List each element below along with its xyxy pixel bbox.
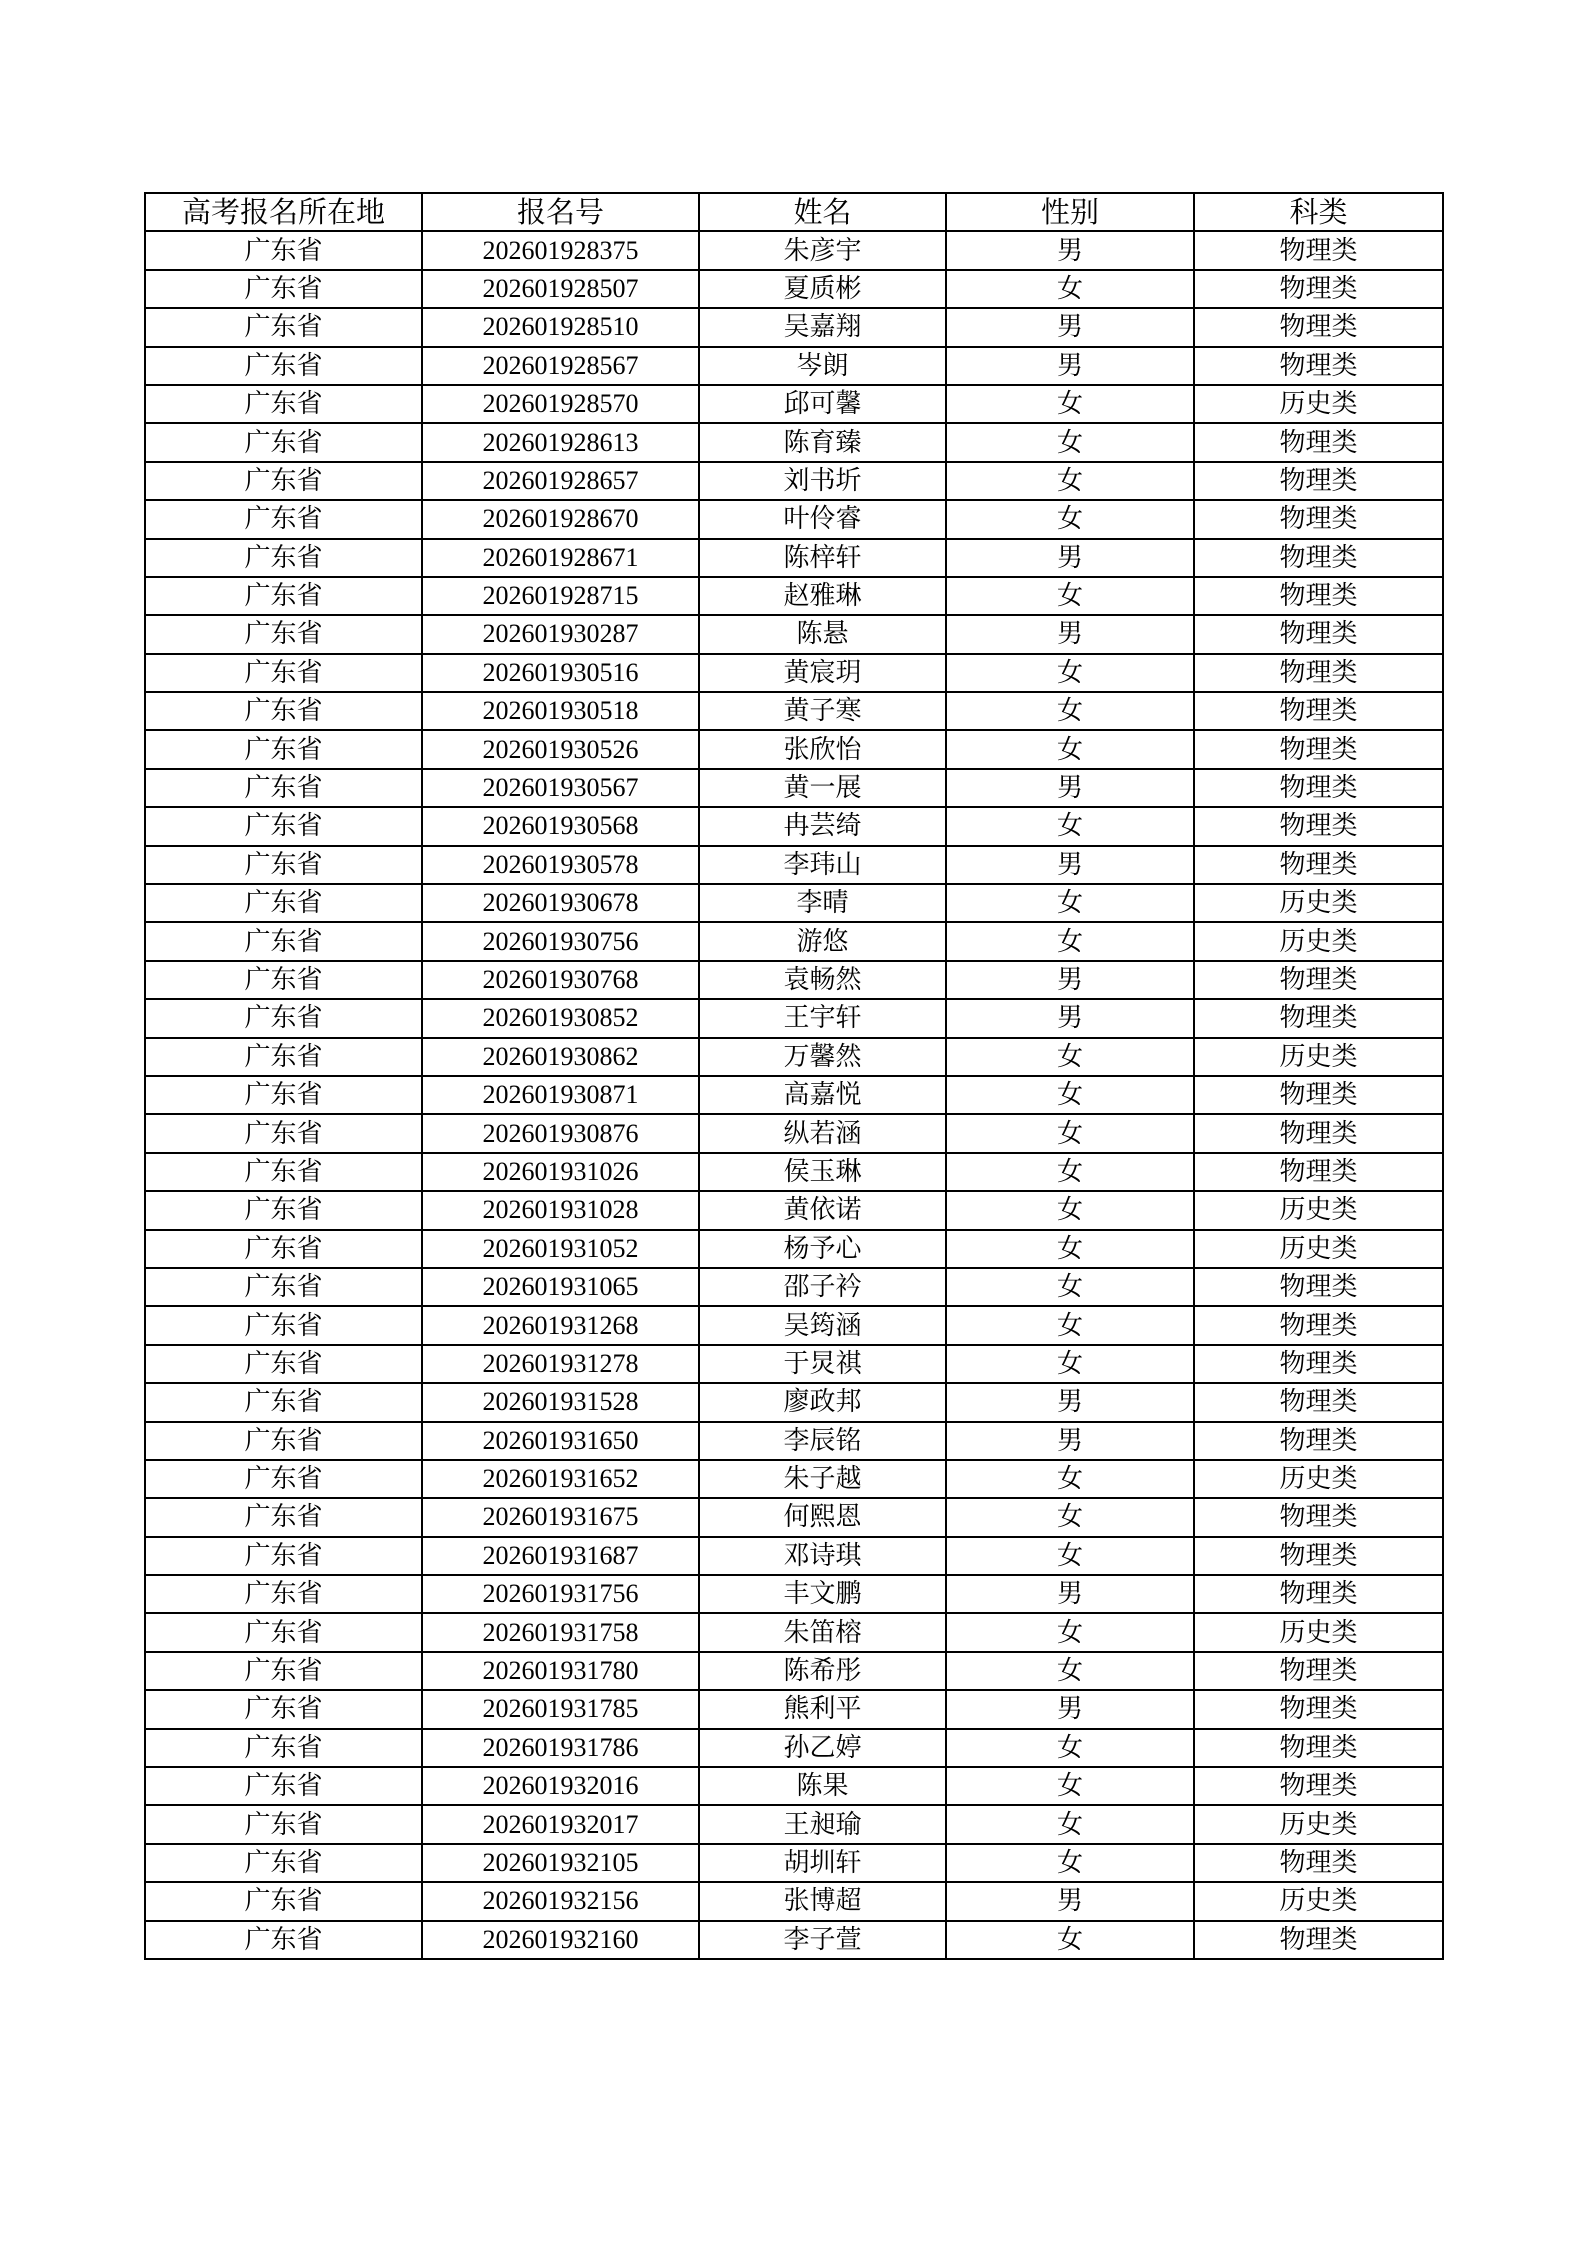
- header-name: 姓名: [699, 193, 946, 231]
- cell-subject-category: 物理类: [1194, 1076, 1443, 1114]
- cell-gender: 女: [946, 1230, 1194, 1268]
- cell-name: 何熙恩: [699, 1498, 946, 1536]
- cell-name: 张欣怡: [699, 730, 946, 768]
- cell-location: 广东省: [145, 539, 422, 577]
- cell-registration-number: 202601928657: [422, 462, 699, 500]
- cell-subject-category: 历史类: [1194, 922, 1443, 960]
- table-row: [145, 308, 1443, 346]
- cell-subject-category: 物理类: [1194, 1422, 1443, 1460]
- cell-subject-category: 物理类: [1194, 1498, 1443, 1536]
- cell-gender: 女: [946, 1345, 1194, 1383]
- cell-subject-category: 物理类: [1194, 1767, 1443, 1805]
- cell-subject-category: 历史类: [1194, 1038, 1443, 1076]
- cell-name: 廖政邦: [699, 1383, 946, 1421]
- cell-registration-number: 202601930871: [422, 1076, 699, 1114]
- cell-gender: 女: [946, 1153, 1194, 1191]
- cell-location: 广东省: [145, 999, 422, 1037]
- cell-gender: 女: [946, 577, 1194, 615]
- admission-table: [144, 192, 1444, 1960]
- cell-subject-category: 物理类: [1194, 1114, 1443, 1152]
- cell-registration-number: 202601931756: [422, 1575, 699, 1613]
- cell-name: 李玮山: [699, 846, 946, 884]
- cell-name: 叶伶睿: [699, 500, 946, 538]
- cell-gender: 女: [946, 884, 1194, 922]
- cell-gender: 女: [946, 500, 1194, 538]
- cell-name: 陈果: [699, 1767, 946, 1805]
- cell-gender: 男: [946, 615, 1194, 653]
- cell-subject-category: 物理类: [1194, 347, 1443, 385]
- cell-registration-number: 202601931528: [422, 1383, 699, 1421]
- cell-registration-number: 202601928567: [422, 347, 699, 385]
- cell-gender: 女: [946, 423, 1194, 461]
- cell-subject-category: 物理类: [1194, 961, 1443, 999]
- cell-gender: 女: [946, 730, 1194, 768]
- cell-gender: 女: [946, 1537, 1194, 1575]
- cell-gender: 男: [946, 961, 1194, 999]
- cell-name: 黄一展: [699, 769, 946, 807]
- cell-subject-category: 物理类: [1194, 769, 1443, 807]
- cell-gender: 男: [946, 1575, 1194, 1613]
- cell-name: 孙乙婷: [699, 1729, 946, 1767]
- cell-gender: 女: [946, 1844, 1194, 1882]
- cell-registration-number: 202601930287: [422, 615, 699, 653]
- cell-gender: 女: [946, 1460, 1194, 1498]
- table-row: [145, 423, 1443, 461]
- cell-location: 广东省: [145, 270, 422, 308]
- table-row: [145, 500, 1443, 538]
- cell-location: 广东省: [145, 1076, 422, 1114]
- table-row: [145, 1306, 1443, 1344]
- cell-name: 冉芸绮: [699, 807, 946, 845]
- cell-name: 刘书圻: [699, 462, 946, 500]
- cell-location: 广东省: [145, 1460, 422, 1498]
- cell-registration-number: 202601931278: [422, 1345, 699, 1383]
- cell-location: 广东省: [145, 1921, 422, 1959]
- cell-location: 广东省: [145, 385, 422, 423]
- header-subject-category: 科类: [1194, 193, 1443, 231]
- table-row: [145, 1882, 1443, 1920]
- cell-location: 广东省: [145, 730, 422, 768]
- cell-registration-number: 202601931650: [422, 1422, 699, 1460]
- cell-location: 广东省: [145, 769, 422, 807]
- cell-registration-number: 202601931687: [422, 1537, 699, 1575]
- cell-location: 广东省: [145, 1345, 422, 1383]
- cell-registration-number: 202601930567: [422, 769, 699, 807]
- table-row: [145, 231, 1443, 269]
- table-row: [145, 1153, 1443, 1191]
- cell-registration-number: 202601931785: [422, 1690, 699, 1728]
- cell-subject-category: 物理类: [1194, 1575, 1443, 1613]
- cell-subject-category: 物理类: [1194, 1268, 1443, 1306]
- table-row: [145, 539, 1443, 577]
- table-row: [145, 577, 1443, 615]
- table-row: [145, 385, 1443, 423]
- cell-location: 广东省: [145, 1767, 422, 1805]
- cell-subject-category: 历史类: [1194, 1230, 1443, 1268]
- cell-subject-category: 物理类: [1194, 423, 1443, 461]
- table-row: [145, 1613, 1443, 1651]
- cell-location: 广东省: [145, 1575, 422, 1613]
- table-row: [145, 922, 1443, 960]
- table-row: [145, 654, 1443, 692]
- table-row: [145, 1537, 1443, 1575]
- cell-name: 岑朗: [699, 347, 946, 385]
- table-row: [145, 846, 1443, 884]
- cell-location: 广东省: [145, 347, 422, 385]
- cell-gender: 男: [946, 846, 1194, 884]
- cell-subject-category: 物理类: [1194, 730, 1443, 768]
- cell-name: 于炅祺: [699, 1345, 946, 1383]
- cell-registration-number: 202601928375: [422, 231, 699, 269]
- cell-registration-number: 202601928510: [422, 308, 699, 346]
- table-body: [145, 231, 1443, 1959]
- cell-subject-category: 物理类: [1194, 1306, 1443, 1344]
- cell-location: 广东省: [145, 1191, 422, 1229]
- cell-name: 万馨然: [699, 1038, 946, 1076]
- cell-gender: 女: [946, 654, 1194, 692]
- cell-location: 广东省: [145, 654, 422, 692]
- cell-gender: 女: [946, 1038, 1194, 1076]
- cell-location: 广东省: [145, 846, 422, 884]
- cell-location: 广东省: [145, 1537, 422, 1575]
- cell-name: 王昶瑜: [699, 1805, 946, 1843]
- cell-gender: 女: [946, 807, 1194, 845]
- cell-registration-number: 202601932017: [422, 1805, 699, 1843]
- table-row: [145, 270, 1443, 308]
- cell-location: 广东省: [145, 615, 422, 653]
- cell-subject-category: 物理类: [1194, 231, 1443, 269]
- cell-gender: 男: [946, 1383, 1194, 1421]
- cell-subject-category: 物理类: [1194, 654, 1443, 692]
- cell-registration-number: 202601930852: [422, 999, 699, 1037]
- table-row: [145, 1230, 1443, 1268]
- cell-location: 广东省: [145, 1114, 422, 1152]
- cell-location: 广东省: [145, 1613, 422, 1651]
- cell-gender: 女: [946, 1729, 1194, 1767]
- header-registration-number: 报名号: [422, 193, 699, 231]
- cell-location: 广东省: [145, 1306, 422, 1344]
- cell-registration-number: 202601928670: [422, 500, 699, 538]
- cell-location: 广东省: [145, 231, 422, 269]
- cell-name: 黄子寒: [699, 692, 946, 730]
- cell-gender: 男: [946, 539, 1194, 577]
- cell-registration-number: 202601931026: [422, 1153, 699, 1191]
- cell-registration-number: 202601930518: [422, 692, 699, 730]
- cell-subject-category: 物理类: [1194, 500, 1443, 538]
- cell-subject-category: 历史类: [1194, 884, 1443, 922]
- cell-location: 广东省: [145, 500, 422, 538]
- cell-registration-number: 202601930876: [422, 1114, 699, 1152]
- cell-registration-number: 202601928507: [422, 270, 699, 308]
- cell-location: 广东省: [145, 1422, 422, 1460]
- cell-subject-category: 物理类: [1194, 1921, 1443, 1959]
- cell-registration-number: 202601928671: [422, 539, 699, 577]
- cell-gender: 女: [946, 692, 1194, 730]
- cell-location: 广东省: [145, 1882, 422, 1920]
- cell-registration-number: 202601931028: [422, 1191, 699, 1229]
- cell-location: 广东省: [145, 308, 422, 346]
- cell-name: 李子萱: [699, 1921, 946, 1959]
- cell-name: 黄宸玥: [699, 654, 946, 692]
- table-row: [145, 1729, 1443, 1767]
- cell-registration-number: 202601928570: [422, 385, 699, 423]
- cell-name: 夏质彬: [699, 270, 946, 308]
- cell-gender: 女: [946, 1076, 1194, 1114]
- cell-name: 陈育臻: [699, 423, 946, 461]
- cell-registration-number: 202601931652: [422, 1460, 699, 1498]
- header-gender: 性别: [946, 193, 1194, 231]
- cell-name: 杨予心: [699, 1230, 946, 1268]
- table-row: [145, 769, 1443, 807]
- cell-name: 朱笛榕: [699, 1613, 946, 1651]
- cell-registration-number: 202601930568: [422, 807, 699, 845]
- cell-location: 广东省: [145, 577, 422, 615]
- cell-location: 广东省: [145, 1153, 422, 1191]
- cell-name: 朱彦宇: [699, 231, 946, 269]
- cell-subject-category: 物理类: [1194, 539, 1443, 577]
- cell-registration-number: 202601931268: [422, 1306, 699, 1344]
- cell-gender: 女: [946, 1652, 1194, 1690]
- cell-gender: 女: [946, 1498, 1194, 1536]
- cell-location: 广东省: [145, 1844, 422, 1882]
- table-row: [145, 884, 1443, 922]
- cell-name: 丰文鹏: [699, 1575, 946, 1613]
- cell-gender: 男: [946, 1882, 1194, 1920]
- table-row: [145, 1844, 1443, 1882]
- cell-gender: 女: [946, 462, 1194, 500]
- table-row: [145, 999, 1443, 1037]
- cell-registration-number: 202601930516: [422, 654, 699, 692]
- cell-name: 侯玉琳: [699, 1153, 946, 1191]
- cell-name: 高嘉悦: [699, 1076, 946, 1114]
- cell-name: 陈悬: [699, 615, 946, 653]
- table-row: [145, 615, 1443, 653]
- cell-gender: 男: [946, 1690, 1194, 1728]
- cell-gender: 女: [946, 1191, 1194, 1229]
- cell-registration-number: 202601931780: [422, 1652, 699, 1690]
- header-registration-location: 高考报名所在地: [145, 193, 422, 231]
- cell-registration-number: 202601930756: [422, 922, 699, 960]
- cell-registration-number: 202601931758: [422, 1613, 699, 1651]
- cell-name: 赵雅琳: [699, 577, 946, 615]
- table-row: [145, 1575, 1443, 1613]
- cell-registration-number: 202601930862: [422, 1038, 699, 1076]
- cell-registration-number: 202601932016: [422, 1767, 699, 1805]
- cell-location: 广东省: [145, 922, 422, 960]
- cell-gender: 女: [946, 1613, 1194, 1651]
- cell-registration-number: 202601930768: [422, 961, 699, 999]
- cell-location: 广东省: [145, 423, 422, 461]
- cell-registration-number: 202601928613: [422, 423, 699, 461]
- cell-subject-category: 物理类: [1194, 846, 1443, 884]
- cell-name: 朱子越: [699, 1460, 946, 1498]
- cell-registration-number: 202601928715: [422, 577, 699, 615]
- table-row: [145, 347, 1443, 385]
- cell-subject-category: 物理类: [1194, 462, 1443, 500]
- cell-location: 广东省: [145, 462, 422, 500]
- table-row: [145, 1038, 1443, 1076]
- cell-registration-number: 202601930578: [422, 846, 699, 884]
- cell-location: 广东省: [145, 1268, 422, 1306]
- cell-subject-category: 物理类: [1194, 270, 1443, 308]
- cell-location: 广东省: [145, 692, 422, 730]
- cell-gender: 男: [946, 769, 1194, 807]
- table-row: [145, 1114, 1443, 1152]
- cell-subject-category: 物理类: [1194, 1690, 1443, 1728]
- cell-name: 熊利平: [699, 1690, 946, 1728]
- cell-gender: 女: [946, 1306, 1194, 1344]
- cell-name: 李晴: [699, 884, 946, 922]
- table-row: [145, 1805, 1443, 1843]
- table-row: [145, 1690, 1443, 1728]
- cell-location: 广东省: [145, 961, 422, 999]
- table-row: [145, 1383, 1443, 1421]
- cell-name: 邵子衿: [699, 1268, 946, 1306]
- cell-name: 陈希彤: [699, 1652, 946, 1690]
- cell-location: 广东省: [145, 1383, 422, 1421]
- table-row: [145, 462, 1443, 500]
- cell-registration-number: 202601931675: [422, 1498, 699, 1536]
- cell-registration-number: 202601932105: [422, 1844, 699, 1882]
- table-row: [145, 1345, 1443, 1383]
- cell-subject-category: 物理类: [1194, 692, 1443, 730]
- cell-location: 广东省: [145, 1690, 422, 1728]
- cell-subject-category: 物理类: [1194, 1537, 1443, 1575]
- table-row: [145, 807, 1443, 845]
- cell-name: 吴嘉翔: [699, 308, 946, 346]
- table-row: [145, 961, 1443, 999]
- cell-location: 广东省: [145, 1038, 422, 1076]
- cell-name: 黄依诺: [699, 1191, 946, 1229]
- table-row: [145, 692, 1443, 730]
- cell-subject-category: 历史类: [1194, 1613, 1443, 1651]
- cell-name: 吴筠涵: [699, 1306, 946, 1344]
- cell-subject-category: 历史类: [1194, 1805, 1443, 1843]
- cell-subject-category: 物理类: [1194, 1729, 1443, 1767]
- cell-registration-number: 202601931065: [422, 1268, 699, 1306]
- cell-subject-category: 历史类: [1194, 1460, 1443, 1498]
- table-row: [145, 1422, 1443, 1460]
- cell-name: 邓诗琪: [699, 1537, 946, 1575]
- table-header-row: [145, 193, 1443, 231]
- table-row: [145, 1921, 1443, 1959]
- table-row: [145, 1498, 1443, 1536]
- table-row: [145, 1652, 1443, 1690]
- cell-gender: 女: [946, 1921, 1194, 1959]
- cell-registration-number: 202601931052: [422, 1230, 699, 1268]
- cell-gender: 男: [946, 347, 1194, 385]
- cell-subject-category: 物理类: [1194, 1383, 1443, 1421]
- cell-name: 袁畅然: [699, 961, 946, 999]
- cell-location: 广东省: [145, 1729, 422, 1767]
- cell-name: 胡圳轩: [699, 1844, 946, 1882]
- cell-registration-number: 202601932160: [422, 1921, 699, 1959]
- cell-subject-category: 物理类: [1194, 1844, 1443, 1882]
- cell-location: 广东省: [145, 1230, 422, 1268]
- cell-gender: 男: [946, 308, 1194, 346]
- cell-gender: 女: [946, 385, 1194, 423]
- cell-registration-number: 202601930526: [422, 730, 699, 768]
- cell-gender: 男: [946, 999, 1194, 1037]
- table-row: [145, 730, 1443, 768]
- cell-registration-number: 202601932156: [422, 1882, 699, 1920]
- cell-name: 陈梓轩: [699, 539, 946, 577]
- table-row: [145, 1076, 1443, 1114]
- cell-name: 邱可馨: [699, 385, 946, 423]
- cell-subject-category: 历史类: [1194, 1191, 1443, 1229]
- admission-list-sheet: [144, 192, 1442, 1960]
- table-row: [145, 1767, 1443, 1805]
- cell-gender: 女: [946, 1268, 1194, 1306]
- cell-subject-category: 物理类: [1194, 1652, 1443, 1690]
- cell-subject-category: 物理类: [1194, 615, 1443, 653]
- cell-location: 广东省: [145, 884, 422, 922]
- cell-gender: 女: [946, 1767, 1194, 1805]
- cell-subject-category: 物理类: [1194, 577, 1443, 615]
- cell-subject-category: 历史类: [1194, 385, 1443, 423]
- cell-registration-number: 202601930678: [422, 884, 699, 922]
- cell-subject-category: 历史类: [1194, 1882, 1443, 1920]
- cell-location: 广东省: [145, 1652, 422, 1690]
- cell-gender: 女: [946, 270, 1194, 308]
- cell-subject-category: 物理类: [1194, 807, 1443, 845]
- cell-gender: 男: [946, 231, 1194, 269]
- cell-subject-category: 物理类: [1194, 1153, 1443, 1191]
- cell-name: 张博超: [699, 1882, 946, 1920]
- cell-gender: 女: [946, 1805, 1194, 1843]
- cell-location: 广东省: [145, 807, 422, 845]
- cell-subject-category: 物理类: [1194, 999, 1443, 1037]
- table-row: [145, 1460, 1443, 1498]
- cell-gender: 女: [946, 1114, 1194, 1152]
- cell-name: 游悠: [699, 922, 946, 960]
- cell-subject-category: 物理类: [1194, 308, 1443, 346]
- cell-name: 王宇轩: [699, 999, 946, 1037]
- table-row: [145, 1268, 1443, 1306]
- cell-gender: 女: [946, 922, 1194, 960]
- cell-location: 广东省: [145, 1498, 422, 1536]
- table-row: [145, 1191, 1443, 1229]
- cell-registration-number: 202601931786: [422, 1729, 699, 1767]
- cell-name: 李辰铭: [699, 1422, 946, 1460]
- cell-subject-category: 物理类: [1194, 1345, 1443, 1383]
- cell-location: 广东省: [145, 1805, 422, 1843]
- cell-gender: 男: [946, 1422, 1194, 1460]
- cell-name: 纵若涵: [699, 1114, 946, 1152]
